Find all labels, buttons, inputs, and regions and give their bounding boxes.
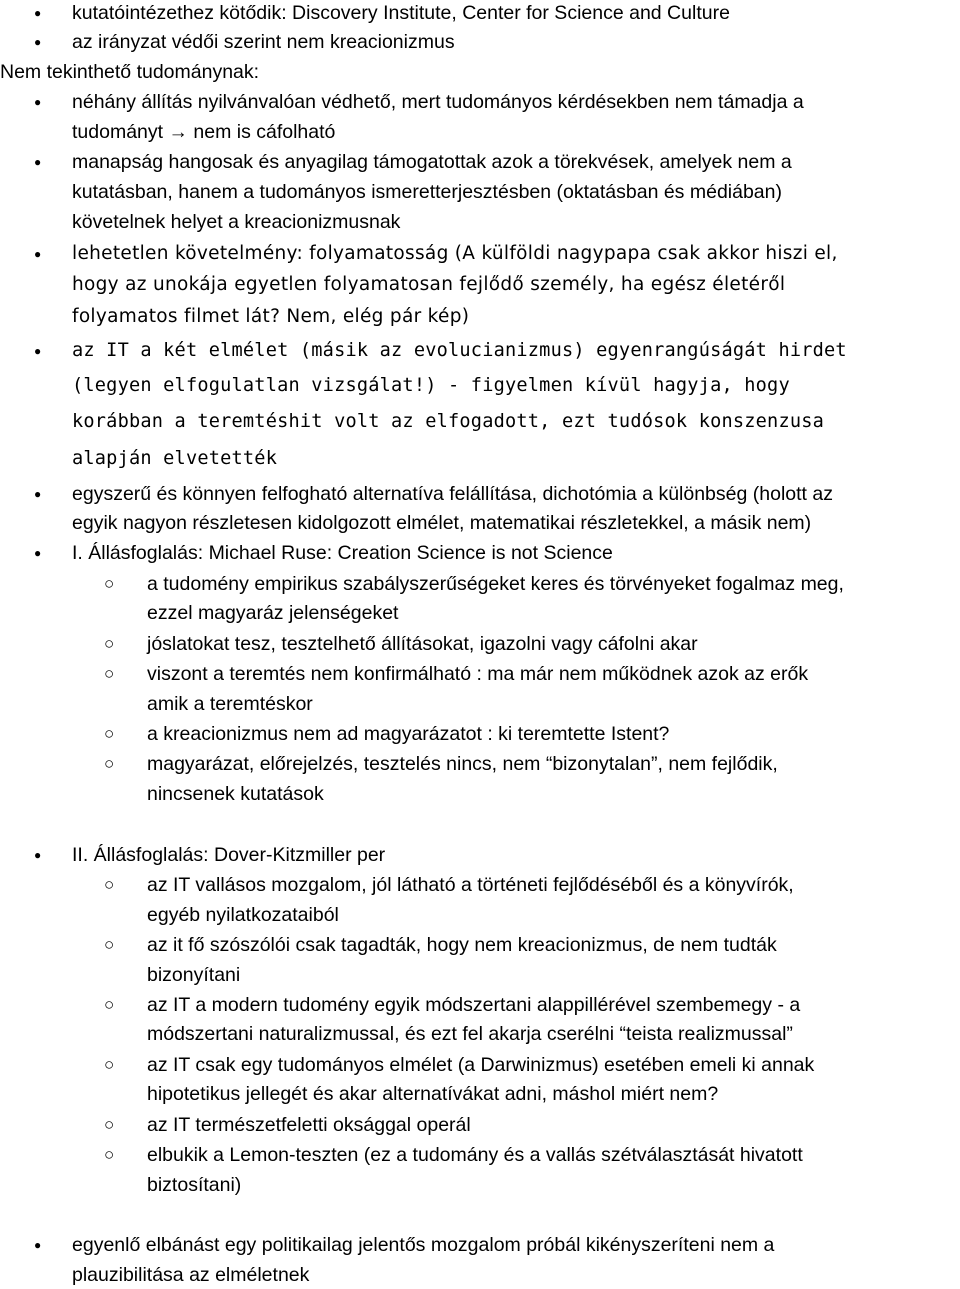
- sub-list-item-continuation: nincsenek kutatások: [147, 783, 324, 805]
- sub-list-item-continuation: ezzel magyaráz jelenségeket: [147, 602, 399, 624]
- sub-bullet: ○: [104, 574, 115, 593]
- list-item: az IT a két elmélet (másik az evolucianizmus) egyenrangúságát hirdet: [72, 340, 847, 361]
- list-item-continuation: plauzibilitása az elméletnek: [72, 1264, 310, 1286]
- list-item: manapság hangosak és anyagilag támogatottak azok a törekvések, amelyek nem a: [72, 151, 792, 173]
- list-item-continuation: (legyen elfogulatlan vizsgálat!) - figyelmen kívül hagyja, hogy: [72, 375, 790, 396]
- sub-bullet: ○: [104, 1055, 115, 1074]
- list-item-continuation: folyamatos filmet lát? Nem, elég pár kép): [72, 306, 470, 327]
- bullet: ●: [34, 344, 42, 358]
- sub-bullet: ○: [104, 995, 115, 1014]
- list-item: II. Állásfoglalás: Dover-Kitzmiller per: [72, 844, 386, 866]
- bullet: ●: [34, 95, 42, 109]
- sub-bullet: ○: [104, 1145, 115, 1164]
- list-item: egyenlő elbánást egy politikailag jelentős mozgalom próbál kikényszeríteni nem a: [72, 1234, 775, 1256]
- sub-list-item: az IT a modern tudomény egyik módszertani alappillérével szembemegy - a: [147, 994, 801, 1016]
- sub-list-item: az IT természetfeletti oksággal operál: [147, 1114, 471, 1136]
- bullet: ●: [34, 6, 42, 20]
- sub-bullet: ○: [104, 664, 115, 683]
- list-item-continuation: korábban a teremtéshit volt az elfogadott, ezt tudósok konszenzusa: [72, 411, 825, 432]
- list-item-continuation: egyik nagyon részletesen kidolgozott elmélet, matematikai részletekkel, a másik nem): [72, 512, 812, 534]
- sub-list-item: magyarázat, előrejelzés, tesztelés nincs, nem “bizonytalan”, nem fejlődik,: [147, 753, 778, 775]
- sub-list-item-continuation: egyéb nyilatkozataiból: [147, 904, 339, 926]
- sub-list-item: elbukik a Lemon-teszten (ez a tudomány és a vallás szétválasztását hivatott: [147, 1144, 803, 1166]
- sub-list-item-continuation: biztosítani): [147, 1174, 242, 1196]
- sub-list-item-continuation: bizonyítani: [147, 964, 241, 986]
- bullet: ●: [34, 155, 42, 169]
- list-item: néhány állítás nyilvánvalóan védhető, mert tudományos kérdésekben nem támadja a: [72, 91, 804, 113]
- sub-bullet: ○: [104, 875, 115, 894]
- sub-bullet: ○: [104, 634, 115, 653]
- bullet: ●: [34, 487, 42, 501]
- bullet: ●: [34, 1238, 42, 1252]
- list-item-continuation: alapján elvetették: [72, 448, 278, 469]
- bullet: ●: [34, 546, 42, 560]
- sub-bullet: ○: [104, 935, 115, 954]
- sub-list-item: jóslatokat tesz, tesztelhető állításokat, igazolni vagy cáfolni akar: [147, 633, 698, 655]
- sub-list-item: az IT csak egy tudományos elmélet (a Darwinizmus) esetében emeli ki annak: [147, 1054, 815, 1076]
- list-item: lehetetlen követelmény: folyamatosság (A külföldi nagypapa csak akkor hiszi el,: [72, 243, 838, 264]
- section-heading: Nem tekinthető tudománynak:: [0, 61, 260, 83]
- list-item-continuation: hogy az unokája egyetlen folyamatosan fejlődő személy, ha egész életéről: [72, 274, 786, 295]
- sub-list-item-continuation: módszertani naturalizmussal, és ezt fel akarja cserélni “teista realizmussal”: [147, 1023, 793, 1045]
- list-item: egyszerű és könnyen felfogható alternatíva felállítása, dichotómia a különbség (holott az: [72, 483, 833, 505]
- list-item-continuation: követelnek helyet a kreacionizmusnak: [72, 211, 401, 233]
- sub-list-item: a kreacionizmus nem ad magyarázatot : ki teremtette Istent?: [147, 723, 670, 745]
- list-item-continuation: kutatásban, hanem a tudományos ismeretterjesztésben (oktatásban és médiában): [72, 181, 782, 203]
- sub-bullet: ○: [104, 754, 115, 773]
- list-item-continuation: tudományt → nem is cáfolható: [72, 121, 336, 143]
- sub-list-item: az IT vallásos mozgalom, jól látható a történeti fejlődéséből és a könyvírók,: [147, 874, 794, 896]
- sub-list-item: a tudomény empirikus szabályszerűségeket keres és törvényeket fogalmaz meg,: [147, 573, 844, 595]
- sub-bullet: ○: [104, 724, 115, 743]
- list-item: az irányzat védői szerint nem kreacionizmus: [72, 31, 455, 53]
- bullet: ●: [34, 247, 42, 261]
- sub-list-item-continuation: hipotetikus jellegét és akar alternatívákat adni, máshol miért nem?: [147, 1083, 719, 1105]
- sub-list-item: viszont a teremtés nem konfirmálható : ma már nem működnek azok az erők: [147, 663, 809, 685]
- sub-list-item: az it fő szószólói csak tagadták, hogy nem kreacionizmus, de nem tudták: [147, 934, 777, 956]
- list-item: I. Állásfoglalás: Michael Ruse: Creation Science is not Science: [72, 542, 613, 564]
- bullet: ●: [34, 848, 42, 862]
- sub-bullet: ○: [104, 1115, 115, 1134]
- bullet: ●: [34, 35, 42, 49]
- list-item: kutatóintézethez kötődik: Discovery Institute, Center for Science and Culture: [72, 2, 730, 24]
- sub-list-item-continuation: amik a teremtéskor: [147, 693, 313, 715]
